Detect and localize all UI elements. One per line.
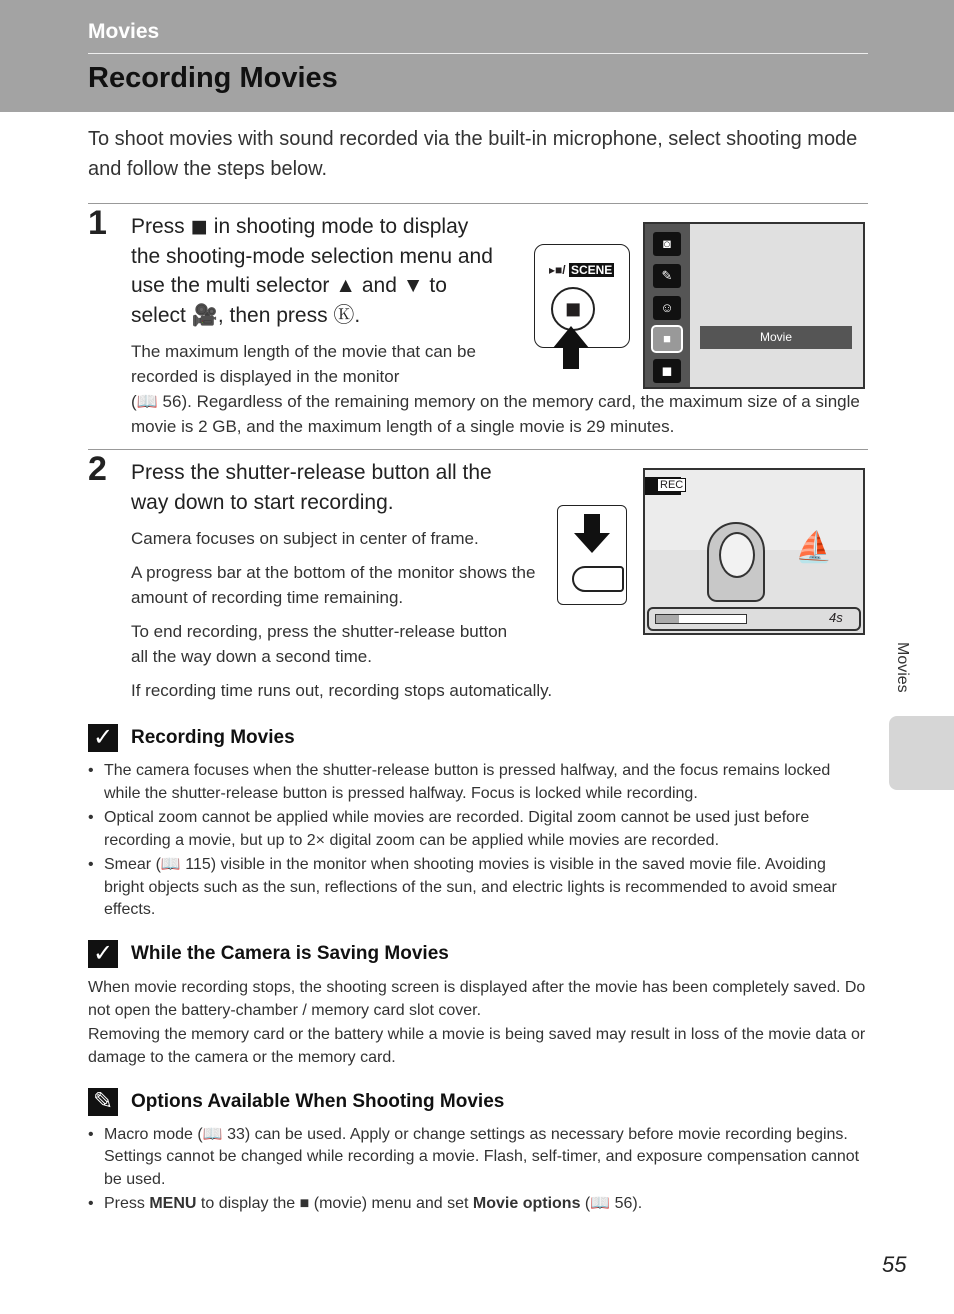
intro-text: To shoot movies with sound recorded via the built-in microphone, select shooting mode and follow the steps below. — [88, 128, 858, 180]
step-number: 2 — [88, 450, 107, 488]
camera-mode-button-illustration: ▸■/ SCENE ◼ — [534, 244, 630, 348]
pencil-note-icon: ✎ — [88, 1088, 118, 1116]
step1-detail: The maximum length of the movie that can be recorded is displayed in the monitor — [131, 342, 476, 386]
list-item: • Optical zoom cannot be applied while movies are recorded. Digital zoom cannot be used just before recording a movie, but up to 2× digital zoom can be applied while movies are recorded. — [88, 807, 868, 852]
step-2 — [88, 449, 868, 703]
camera-icon: ◼ — [190, 215, 208, 238]
list-item: • The camera focuses when the shutter-release button is pressed halfway, and the focus remains locked while the shutter-release button is pressed halfway. Focus is locked while recording. — [88, 760, 868, 805]
step1-detail2: (📖 56). Regardless of the remaining memory on the memory card, the maximum size of a single movie is 2 GB, and the maximum length of a single movie is 29 minutes. — [131, 392, 860, 436]
sailboat-icon: ⛵ — [795, 531, 833, 564]
note-title: Options Available When Shooting Movies — [131, 1090, 505, 1112]
step-1 — [88, 203, 868, 449]
finger-icon — [572, 566, 624, 592]
recording-monitor-illustration — [643, 468, 865, 635]
page-title: Recording Movies — [88, 62, 338, 94]
page-number: 55 — [882, 1252, 907, 1277]
page-body — [88, 124, 868, 1218]
step2-p2: A progress bar at the bottom of the monitor shows the amount of recording time remaining. — [131, 563, 536, 607]
progress-fill — [656, 615, 679, 623]
scene-label: SCENE — [570, 263, 613, 277]
menu-label: Movie — [700, 326, 852, 349]
side-tab — [889, 716, 954, 790]
step2-p4: If recording time runs out, recording stops automatically. — [131, 681, 553, 700]
movie-icon: ■ — [299, 1195, 310, 1212]
check-note-icon: ✓ — [88, 724, 118, 752]
note-options — [88, 1088, 868, 1216]
shooting-mode-menu — [643, 222, 865, 389]
scene-auto-icon: ✎ — [653, 264, 681, 288]
note1-list — [88, 760, 868, 922]
list-item: • Smear (📖 115) visible in the monitor when shooting movies is visible in the saved movie file. Avoiding bright objects such as the sun, reflections of the sun, and electric lights is recommended to avoid smear effects. — [88, 854, 868, 922]
section-title: Movies — [88, 20, 160, 43]
note2-p2: Removing the memory card or the battery while a movie is being saved may result in loss of the movie data or damage to the camera or the memory card. — [88, 1025, 866, 1066]
time-remaining: 4s — [829, 610, 843, 625]
progress-bar — [647, 607, 861, 631]
camera-icon: ◼ — [551, 287, 595, 331]
step-number: 1 — [88, 204, 107, 242]
note-recording-movies — [88, 724, 868, 922]
note-title: Recording Movies — [131, 727, 295, 748]
check-note-icon: ✓ — [88, 940, 118, 968]
note3-list — [88, 1124, 868, 1216]
step2-text: Press the shutter-release button all the way down to start recording. — [131, 461, 492, 514]
camera-icon: ◼ — [653, 359, 681, 383]
step2-p1: Camera focuses on subject in center of frame. — [131, 529, 479, 548]
side-tab-label: Movies — [894, 642, 911, 693]
ok-icon: Ⓚ — [333, 303, 355, 327]
shutter-press-illustration — [557, 505, 627, 605]
divider — [88, 53, 868, 54]
step2-p3: To end recording, press the shutter-release button all the way down a second time. — [131, 622, 508, 666]
smart-portrait-icon: ◙ — [653, 232, 681, 256]
rec-indicator: REC — [657, 478, 686, 492]
menu-button-label: MENU — [149, 1195, 197, 1212]
list-item: • Macro mode (📖 33) can be used. Apply or change settings as necessary before movie recording begins. Settings cannot be changed while recording a movie. Flash, self-timer, and exposure compensation cannot be used. — [88, 1124, 868, 1192]
note2-p1: When movie recording stops, the shooting screen is displayed after the movie has been completely saved. Do not open the battery-chamber / memory card slot cover. — [88, 978, 866, 1019]
note-saving-movies — [88, 940, 868, 1070]
movie-icon: ■ — [653, 327, 681, 351]
list-item: • Press MENU to display the ■ (movie) menu and set Movie options (📖 56). — [88, 1193, 868, 1216]
page-header — [0, 0, 954, 112]
arrow-down-icon — [574, 533, 610, 553]
step1-text: Press ◼ in shooting mode to display the shooting-mode selection menu and use the multi selector ▲ and ▼ to select 🎥, then press Ⓚ. — [131, 215, 493, 327]
movie-icon: 🎥 — [191, 303, 218, 327]
note-title: While the Camera is Saving Movies — [131, 942, 449, 964]
smile-icon: ☺ — [653, 296, 681, 320]
arrow-up-icon — [553, 326, 589, 348]
